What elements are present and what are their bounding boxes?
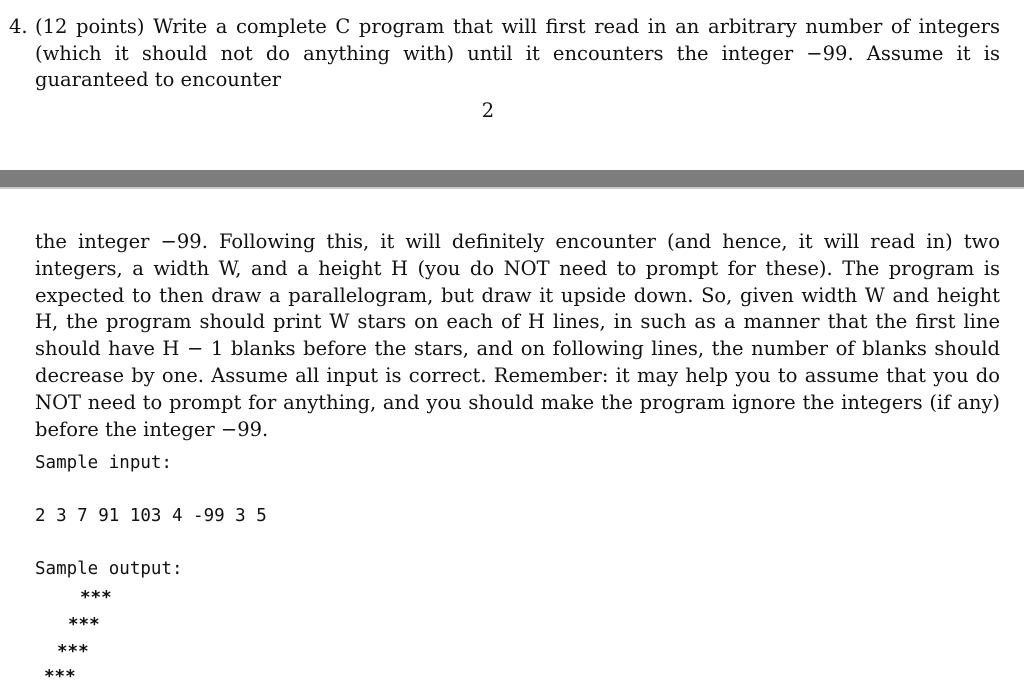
page-number: 2 <box>481 99 495 122</box>
question-continuation-text: the integer −99. Following this, it will definitely encounter (and hence, it will read in) two integers, a width W, and a height H (you do NOT need to prompt for these). The program is expected to then draw a parallelogram, but draw it upside down. So, given width W and height H, the program should print W stars on each of H lines, in such as a manner that the first line should have H − 1 blanks before the stars, and on following lines, the number of blanks should decrease by one. Assume all input is correct. Remember: it may help you to assume that you do NOT need to prompt for anything, and you should make the program ignore the integers (if any) before the integer −99. <box>35 230 1000 441</box>
sample-input-label: Sample input: <box>35 453 172 473</box>
question-text: (12 points) Write a complete C program that will first read in an arbitrary number of integers (which it should not do anything with) until it encounters the integer −99. Assume it is guaranteed to encounter <box>35 15 1000 91</box>
sample-output-line: *** <box>68 615 100 635</box>
page-separator <box>0 170 1024 187</box>
question-number: 4. <box>9 15 28 38</box>
sample-output-label: Sample output: <box>35 559 183 579</box>
sample-output-line: *** <box>57 642 89 662</box>
sample-output-line: *** <box>80 588 112 608</box>
sample-input-value: 2 3 7 91 103 4 -99 3 5 <box>35 506 267 526</box>
sample-output-line: *** <box>44 667 76 687</box>
page-top <box>0 0 1024 170</box>
